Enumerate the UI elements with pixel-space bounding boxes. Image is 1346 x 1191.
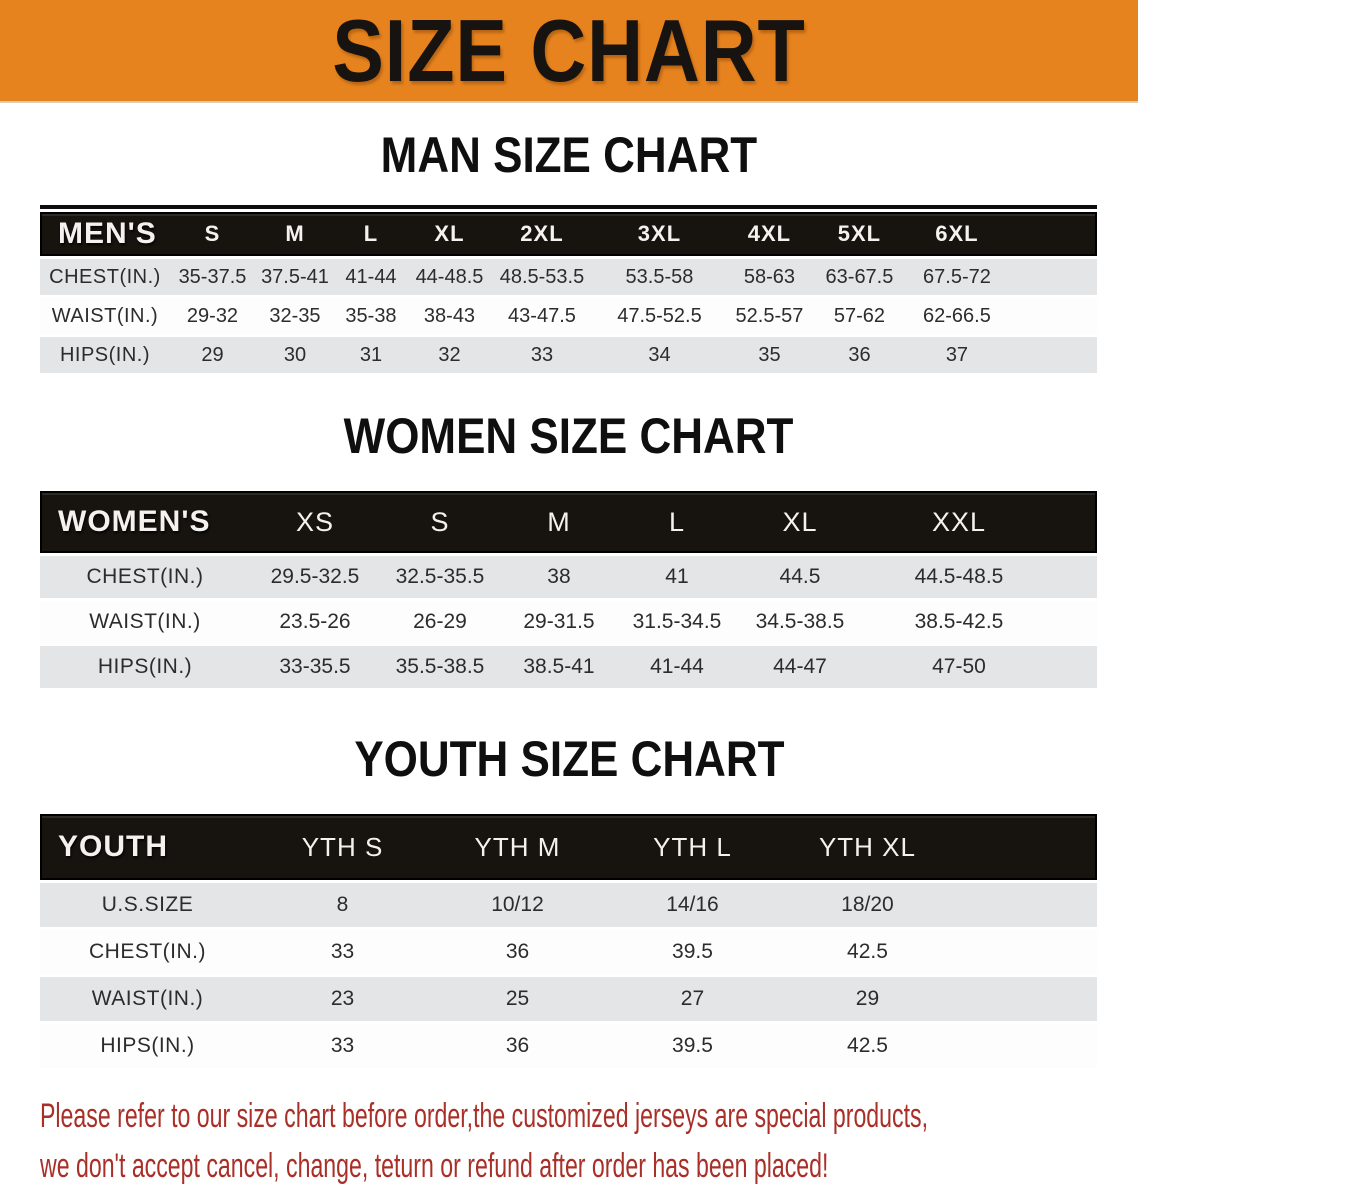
size-value-cell: 33: [255, 930, 430, 974]
disclaimer-line-1: [40, 1091, 1138, 1141]
size-value-cell: 44.5: [736, 556, 864, 598]
size-value-cell: 41-44: [618, 646, 736, 688]
row-spacer-cell: [955, 883, 1097, 927]
row-spacer-cell: [1007, 337, 1097, 373]
size-value-cell: 47-50: [864, 646, 1054, 688]
size-value-cell: 33-35.5: [250, 646, 380, 688]
row-label-cell: WAIST(IN.): [40, 298, 170, 334]
row-label-cell: CHEST(IN.): [40, 556, 250, 598]
column-header: L: [335, 212, 407, 256]
column-header: 2XL: [492, 212, 592, 256]
youth-size-table-wrap: [40, 811, 1097, 1071]
table-row: [40, 883, 1097, 927]
column-header: YTH S: [255, 814, 430, 880]
size-value-cell: 29.5-32.5: [250, 556, 380, 598]
youth-size-section: [0, 733, 1138, 1071]
size-value-cell: 29: [170, 337, 255, 373]
size-value-cell: 36: [430, 1024, 605, 1068]
table-row: [40, 646, 1097, 688]
size-value-cell: 44-48.5: [407, 259, 492, 295]
column-header: S: [170, 212, 255, 256]
size-value-cell: 67.5-72: [907, 259, 1007, 295]
table-row: [40, 1024, 1097, 1068]
table-row: [40, 930, 1097, 974]
column-header: YTH M: [430, 814, 605, 880]
row-label-cell: HIPS(IN.): [40, 646, 250, 688]
men-size-table: [40, 209, 1097, 376]
women-section-heading: [0, 410, 1138, 472]
size-value-cell: 33: [492, 337, 592, 373]
size-value-cell: 31.5-34.5: [618, 601, 736, 643]
row-label-cell: HIPS(IN.): [40, 337, 170, 373]
size-value-cell: 41: [618, 556, 736, 598]
column-header: 3XL: [592, 212, 727, 256]
column-header: XL: [407, 212, 492, 256]
size-value-cell: 36: [430, 930, 605, 974]
header-spacer-cell: [1054, 491, 1097, 553]
row-label-cell: HIPS(IN.): [40, 1024, 255, 1068]
size-value-cell: 23: [255, 977, 430, 1021]
size-value-cell: 41-44: [335, 259, 407, 295]
size-value-cell: 43-47.5: [492, 298, 592, 334]
table-row: [40, 601, 1097, 643]
size-value-cell: 10/12: [430, 883, 605, 927]
size-value-cell: 42.5: [780, 1024, 955, 1068]
disclaimer-line-2: [40, 1141, 1138, 1191]
size-value-cell: 52.5-57: [727, 298, 812, 334]
size-value-cell: 63-67.5: [812, 259, 907, 295]
size-value-cell: 26-29: [380, 601, 500, 643]
size-value-cell: 48.5-53.5: [492, 259, 592, 295]
row-spacer-cell: [1007, 298, 1097, 334]
size-value-cell: 27: [605, 977, 780, 1021]
size-value-cell: 23.5-26: [250, 601, 380, 643]
youth-size-table: [40, 811, 1097, 1071]
row-label-cell: CHEST(IN.): [40, 259, 170, 295]
size-value-cell: 39.5: [605, 930, 780, 974]
banner: [0, 0, 1138, 103]
table-header-row: [40, 212, 1097, 256]
size-value-cell: 58-63: [727, 259, 812, 295]
women-size-section: [0, 410, 1138, 691]
header-spacer-cell: [1007, 212, 1097, 256]
row-spacer-cell: [1007, 259, 1097, 295]
column-header: 4XL: [727, 212, 812, 256]
size-value-cell: 32.5-35.5: [380, 556, 500, 598]
size-value-cell: 38.5-42.5: [864, 601, 1054, 643]
women-size-table-wrap: [40, 488, 1097, 691]
column-header: S: [380, 491, 500, 553]
size-value-cell: 33: [255, 1024, 430, 1068]
column-header: L: [618, 491, 736, 553]
header-spacer-cell: [955, 814, 1097, 880]
table-header-row: [40, 814, 1097, 880]
men-section-heading-text: MAN SIZE CHART: [380, 127, 758, 183]
column-header: XL: [736, 491, 864, 553]
size-value-cell: 31: [335, 337, 407, 373]
size-value-cell: 44.5-48.5: [864, 556, 1054, 598]
row-label-cell: WAIST(IN.): [40, 601, 250, 643]
women-size-table: [40, 488, 1097, 691]
size-value-cell: 38: [500, 556, 618, 598]
size-value-cell: 29-32: [170, 298, 255, 334]
women-section-heading-text: WOMEN SIZE CHART: [344, 408, 794, 464]
size-value-cell: 32: [407, 337, 492, 373]
banner-title: SIZE CHART: [332, 0, 806, 100]
disclaimer-line-2-text: we don't accept cancel, change, teturn or refund after order has been placed!: [40, 1147, 829, 1185]
column-header: 6XL: [907, 212, 1007, 256]
size-value-cell: 35.5-38.5: [380, 646, 500, 688]
size-value-cell: 14/16: [605, 883, 780, 927]
size-value-cell: 30: [255, 337, 335, 373]
row-spacer-cell: [1054, 646, 1097, 688]
size-value-cell: 57-62: [812, 298, 907, 334]
table-header-row: [40, 491, 1097, 553]
size-value-cell: 38-43: [407, 298, 492, 334]
youth-section-heading-text: YOUTH SIZE CHART: [353, 731, 785, 787]
column-header: M: [500, 491, 618, 553]
size-value-cell: 62-66.5: [907, 298, 1007, 334]
men-size-section: [0, 129, 1138, 376]
size-value-cell: 34: [592, 337, 727, 373]
row-label-cell: U.S.SIZE: [40, 883, 255, 927]
column-header: YTH L: [605, 814, 780, 880]
row-spacer-cell: [1054, 601, 1097, 643]
size-value-cell: 37.5-41: [255, 259, 335, 295]
size-value-cell: 29-31.5: [500, 601, 618, 643]
size-value-cell: 35-38: [335, 298, 407, 334]
table-row: [40, 298, 1097, 334]
size-value-cell: 8: [255, 883, 430, 927]
size-value-cell: 34.5-38.5: [736, 601, 864, 643]
size-value-cell: 35: [727, 337, 812, 373]
size-value-cell: 35-37.5: [170, 259, 255, 295]
size-value-cell: 32-35: [255, 298, 335, 334]
size-value-cell: 53.5-58: [592, 259, 727, 295]
row-spacer-cell: [955, 977, 1097, 1021]
size-value-cell: 25: [430, 977, 605, 1021]
disclaimer-line-1-text: Please refer to our size chart before order,the customized jerseys are special products,: [40, 1097, 928, 1135]
women-table-title: WOMEN'S: [40, 491, 250, 553]
size-value-cell: 47.5-52.5: [592, 298, 727, 334]
youth-table-title: YOUTH: [40, 814, 255, 880]
size-value-cell: 39.5: [605, 1024, 780, 1068]
row-spacer-cell: [1054, 556, 1097, 598]
table-row: [40, 977, 1097, 1021]
column-header: XXL: [864, 491, 1054, 553]
size-value-cell: 18/20: [780, 883, 955, 927]
disclaimer: [40, 1091, 1138, 1191]
column-header: YTH XL: [780, 814, 955, 880]
size-value-cell: 36: [812, 337, 907, 373]
row-label-cell: CHEST(IN.): [40, 930, 255, 974]
men-table-title: MEN'S: [40, 212, 170, 256]
column-header: XS: [250, 491, 380, 553]
size-value-cell: 37: [907, 337, 1007, 373]
row-label-cell: WAIST(IN.): [40, 977, 255, 1021]
row-spacer-cell: [955, 1024, 1097, 1068]
size-value-cell: 44-47: [736, 646, 864, 688]
table-row: [40, 337, 1097, 373]
row-spacer-cell: [955, 930, 1097, 974]
column-header: M: [255, 212, 335, 256]
men-size-table-wrap: [40, 205, 1097, 376]
size-value-cell: 38.5-41: [500, 646, 618, 688]
youth-section-heading: [0, 733, 1138, 795]
table-row: [40, 259, 1097, 295]
men-section-heading: [0, 129, 1138, 191]
column-header: 5XL: [812, 212, 907, 256]
table-row: [40, 556, 1097, 598]
size-value-cell: 42.5: [780, 930, 955, 974]
size-value-cell: 29: [780, 977, 955, 1021]
